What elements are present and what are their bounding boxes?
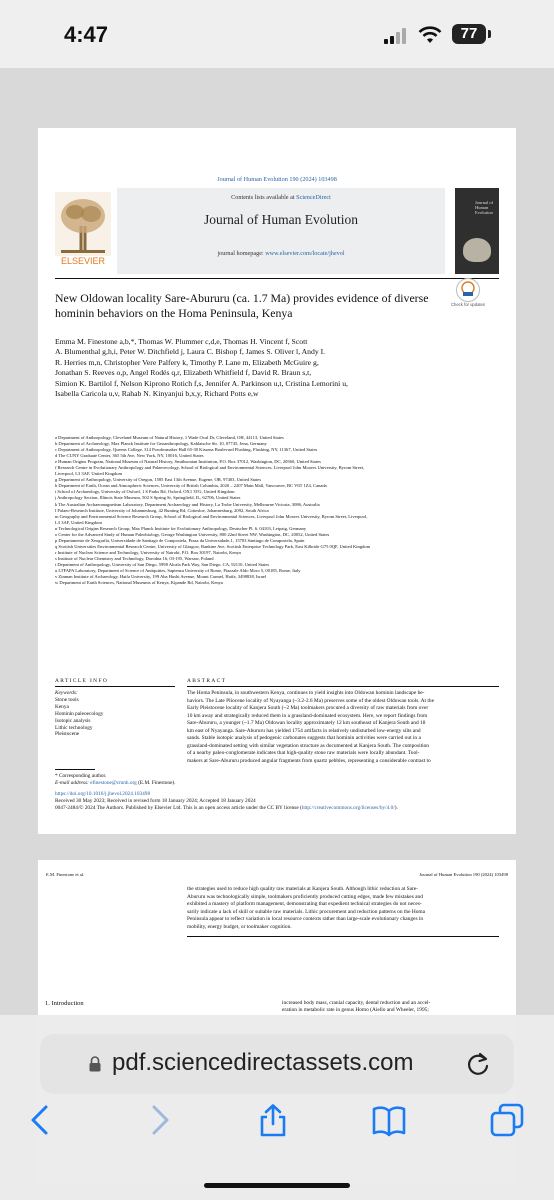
address-bar[interactable] bbox=[40, 1034, 514, 1094]
abstract-line: exhibited a mastery of platform management, demonstrating that expedient technical strategies do not neces- bbox=[187, 901, 422, 907]
homepage-link[interactable]: www.elsevier.com/locate/jhevol bbox=[265, 250, 345, 257]
back-icon[interactable] bbox=[24, 1103, 58, 1137]
abstract-line: Peninsula appear to reflect variation in local resource contexts rather than large-scale evolutionary changes in bbox=[187, 916, 424, 922]
keyword: Pleistocene bbox=[55, 731, 80, 738]
battery-icon: 77 bbox=[452, 24, 486, 44]
affiliation: c Department of Anthropology, Queens College, 314 Powdermaker Hall 65-30 Kissena Boulevard Flushing, Flushing, NY, 11367, United States bbox=[55, 447, 318, 453]
affiliation: u LTFAPA Laboratory, Department of Science of Antiquities, Sapienza University of Rome, Piazzale Aldo Moro 5, 00185, Rome, Italy bbox=[55, 568, 301, 574]
skull-image bbox=[463, 238, 491, 262]
affiliation: o Center for the Advanced Study of Human Paleobiology, George Washington University, 800 22nd Street NW, Washington, DC, 20052, United States bbox=[55, 531, 330, 537]
keyword: Hominin paleoecology bbox=[55, 710, 104, 717]
affiliation: L3 3AF, United Kingdom bbox=[55, 519, 102, 525]
tabs-icon[interactable] bbox=[490, 1103, 524, 1137]
affiliation: d The CUNY Graduate Center, 365 5th Ave, New York, NY, 10016, United States bbox=[55, 453, 204, 459]
author-line: A. Blumenthal g,h,i, Peter W. Ditchfield j, Laura C. Bishop f, James S. Oliver l, Andy I. bbox=[55, 347, 326, 357]
intro-line: increased body mass, cranial capacity, dental reduction and an accel- bbox=[282, 1000, 431, 1006]
email-line: E-mail address: efinestone@cmnh.org (E.M. Finestone). bbox=[55, 780, 176, 786]
forward-icon[interactable] bbox=[142, 1103, 176, 1137]
received-dates: Received 30 May 2023; Received in revised form 18 January 2024; Accepted 18 January 2024 bbox=[55, 798, 256, 804]
keyword: Lithic technology bbox=[55, 724, 93, 731]
check-for-updates-icon[interactable] bbox=[456, 278, 480, 302]
copyright-line: 0047-2484/© 2024 The Authors. Published by Elsevier Ltd. This is an open access article under the CC BY license (http://creativecommons.org/licenses/by/4.0/). bbox=[55, 805, 398, 811]
abstract-line: the strategies used to reduce high quality raw materials at Kanjera South. Although lithic reduction at Sare- bbox=[187, 886, 418, 892]
affiliation: j Anthropology Section, Illinois State Museum, 502 S Spring St, Springfield, IL, 62706, United States bbox=[55, 495, 241, 501]
abstract-line: haviors. The Late Pliocene locality of Nyayanga (~3.2-2.6 Ma) preserves some of the oldest Oldowan tools. At the bbox=[187, 697, 434, 704]
affiliation: h Department of Earth, Ocean and Atmospheric Sciences, University of British Columbia, 2020 – 2207 Main Mall, Vancouver, BC V6T 1Z4, Canada bbox=[55, 483, 327, 489]
homepage-line: journal homepage: www.elsevier.com/locate/jhevol bbox=[217, 250, 345, 257]
cellular-signal-icon bbox=[384, 28, 410, 44]
abstract-line: Early Pleistocene locality of Kanjera South (~2 Ma) toolmakers procured a diversity of raw materials from over bbox=[187, 705, 429, 711]
clock: 4:47 bbox=[64, 22, 109, 47]
running-header-author: E.M. Finestone et al. bbox=[46, 872, 85, 877]
affiliation: k The Australian Archaeomagnetism Laboratory, Department Archaeology and History, La Trobe University, Melbourne Victoria, 3086, Australia bbox=[55, 501, 320, 507]
affiliation: e Human Origins Program, National Museum of Natural History, Smithsonian Institution, P.O. Box 37012, Washington, DC, 20560, United States bbox=[55, 459, 321, 465]
affiliation: v Zinman Institute of Archaeology, Haifa University, 199 Aba Hushi Avenue, Mount Carmel, Haifa, 3498838, Israel bbox=[55, 574, 267, 580]
check-for-updates-label: Check for updates bbox=[451, 302, 485, 307]
article-title: New Oldowan locality Sare-Abururu (ca. 1.7 Ma) provides evidence of diverse hominin behaviors on the Homa Peninsula, Kenya bbox=[55, 291, 429, 320]
author-line: Emma M. Finestone a,b,*, Thomas W. Plummer c,d,e, Thomas H. Vincent f, Scott bbox=[55, 337, 308, 346]
journal-cover bbox=[455, 188, 499, 274]
keywords-label: Keywords: bbox=[55, 690, 78, 696]
abstract-text bbox=[187, 690, 499, 765]
abstract-line: mobility, energy budget, or toolmaker cognition. bbox=[187, 923, 292, 930]
status-bar bbox=[0, 0, 554, 68]
reload-icon[interactable] bbox=[464, 1050, 492, 1078]
affiliation: p Departamento de Xeografía, Universidade de Santiago de Compostela, Praza da Universidade,1, 15703 Santiago de Compostela, Spain bbox=[55, 537, 305, 543]
abstract-continued bbox=[187, 886, 499, 931]
intro-line: eration in metabolic rate in genus Homo (Aiello and Wheeler, 1995; bbox=[282, 1007, 429, 1014]
doi-link[interactable]: https://doi.org/10.1016/j.jhevol.2024.103498 bbox=[55, 791, 151, 797]
journal-banner bbox=[55, 188, 499, 274]
affiliation-list bbox=[55, 435, 499, 586]
author-list bbox=[55, 337, 499, 399]
battery-tip bbox=[488, 30, 491, 38]
url-text[interactable]: pdf.sciencedirectassets.com bbox=[112, 1049, 414, 1076]
pdf-page-1 bbox=[38, 128, 516, 834]
introduction-heading: 1. Introduction bbox=[45, 1000, 84, 1007]
keyword: Kenya bbox=[55, 703, 69, 710]
lock-icon bbox=[88, 1056, 102, 1072]
wifi-icon bbox=[418, 25, 442, 45]
elsevier-wordmark: ELSEVIER bbox=[60, 256, 106, 266]
affiliation: t Department of Anthropology, University of San Diego, 5998 Alcala Park Way, San Diego, CA, 92110, United States bbox=[55, 561, 270, 567]
running-header-journal: Journal of Human Evolution 190 (2024) 103498 bbox=[419, 872, 508, 877]
affiliation: l Palaeo-Research Institute, University of Johannesburg, 42 Bunting Rd, Cottesloe, Johannesburg, 2092, South Africa bbox=[55, 507, 269, 513]
affiliation: Liverpool, L3 3AF, United Kingdom bbox=[55, 471, 123, 477]
banner-rule bbox=[55, 278, 499, 279]
keyword: Stone tools bbox=[55, 696, 79, 703]
keywords-block bbox=[55, 690, 175, 738]
abstract-line: Abururu was technologically simple, toolmakers proficiently produced cutting edges, made few mistakes and bbox=[187, 893, 423, 900]
bookmarks-icon[interactable] bbox=[372, 1103, 406, 1137]
introduction-text bbox=[282, 1000, 512, 1015]
abstract-line: grassland-dominated setting with similar vegetation structure as documented at Kanjera South. The composition bbox=[187, 742, 429, 749]
affiliation: g Department of Anthropology, University of Oregon, 1585 East 13th Avenue, Eugene, OR, 97403, United States bbox=[55, 477, 262, 483]
license-link[interactable]: http://creativecommons.org/licenses/by/4.0/ bbox=[301, 805, 395, 811]
abstract-line: sands. Stable isotopic analysis of pedogenic carbonates suggests that hominin activities were carried out in a bbox=[187, 735, 421, 741]
browser-toolbar bbox=[0, 1015, 554, 1200]
abstract-line: sarily indicate a lack of skill or suitable raw materials. Lithic procurement and reduction patterns on the Homa bbox=[187, 908, 426, 915]
affiliation: w Department of Earth Sciences, National Museums of Kenya, Kipande Rd, Nairobi, Kenya bbox=[55, 580, 223, 586]
home-indicator bbox=[204, 1183, 350, 1188]
sciencedirect-link[interactable]: ScienceDirect bbox=[296, 194, 331, 201]
share-icon[interactable] bbox=[256, 1103, 290, 1137]
article-info-rule bbox=[55, 686, 175, 687]
affiliation: q Scottish Universities Environmental Research Centre, University of Glasgow, Rankine Ave, Scottish Enterprise Technology Park, East Kilbride G75 0QF, United Kingdom bbox=[55, 543, 371, 549]
affiliation: m Geography and Environmental Science Research Group, School of Biological and Environmental Sciences, Liverpool John Moores University, Byrom Street, Liverpool, bbox=[55, 513, 368, 519]
affiliation: r Institute of Nuclear Science and Technology, University of Nairobi, P.O. Box 30197, Nairobi, Kenya bbox=[55, 549, 241, 555]
article-info-heading: ARTICLE INFO bbox=[55, 678, 109, 684]
keyword: Isotopic analysis bbox=[55, 717, 91, 724]
affiliation: f Research Centre in Evolutionary Anthropology and Palaeoecology, School of Biological and Environmental Sciences, Liverpool John Moores University, Byrom Street, bbox=[55, 465, 365, 471]
author-line: Simion K. Bartilol f, Nelson Kiprono Rotich f,s, Jennifer A. Parkinson u,t, Cristina Lemorini u, bbox=[55, 378, 348, 388]
abstract-heading: ABSTRACT bbox=[187, 678, 227, 684]
author-line: Jonathan S. Reeves o,p, Angel Rodés q,r, Elizabeth Whitfield f, David R. Braun s,t, bbox=[55, 368, 312, 378]
abstract-line: 10 km away and strategically reduced them in a grassland-dominated ecosystem. Here, we report findings from bbox=[187, 712, 428, 719]
abstract-line: km east of Nyayanga. Sare-Abururu has yielded 1754 artifacts in relatively undisturbed low-energy silts and bbox=[187, 727, 421, 734]
affiliation: b Department of Archaeology, Max Planck Institute for Geoanthropology, Kahlaische Str. 10, 07745, Jena, Germany bbox=[55, 441, 267, 447]
banner-center bbox=[117, 188, 445, 274]
journal-reference[interactable]: Journal of Human Evolution 190 (2024) 103498 bbox=[217, 176, 337, 183]
affiliation: s Institute of Nuclear Chemistry and Technology, Dorodna 16, 03-195, Warsaw, Poland bbox=[55, 555, 214, 561]
affiliation: n Technological Origins Research Group, Max Planck Institute for Evolutionary Anthropology, Deutscher Pl. 6, 04103, Leipzig, Germany bbox=[55, 525, 307, 531]
corresponding-author: * Corresponding author. bbox=[55, 773, 107, 779]
affiliation: i School of Archaeology, University of Oxford, 1 S Parks Rd, Oxford, OX1 3TG, United Kingdom bbox=[55, 489, 235, 495]
abstract-rule bbox=[187, 686, 499, 687]
cover-title: Journal of Human Evolution bbox=[475, 200, 494, 215]
author-line: R. Herries m,n, Christopher Vere Palfery k, Timothy P. Lane m, Elizabeth McGuire g, bbox=[55, 357, 319, 367]
abstract-end-rule bbox=[187, 936, 499, 937]
journal-title: Journal of Human Evolution bbox=[203, 212, 359, 227]
abstract-line: makers at Sare-Abururu produced angular fragments from quartz pebbles, representing a considerable contrast to bbox=[187, 757, 431, 764]
author-line: Isabella Caricola u,v, Rahab N. Kinyanjui b,x,y, Richard Potts e,w bbox=[55, 389, 259, 399]
footnote-rule bbox=[55, 769, 95, 770]
abstract-line: The Homa Peninsula, in southwestern Kenya, continues to yield insights into Oldowan hominin landscape be- bbox=[187, 690, 425, 696]
abstract-line: of a nearby paleo-conglomerate indicates that high-quality stone raw materials were locally abundant. Tool- bbox=[187, 750, 420, 756]
abstract-line: Sare-Abururu, a younger (~1.7 Ma) Oldowan locality approximately 12 km southeast of Kanjera South and 18 bbox=[187, 720, 426, 726]
email-link[interactable]: efinestone@cmnh.org bbox=[90, 780, 137, 786]
footnotes bbox=[55, 773, 499, 812]
contents-line: Contents lists available at ScienceDirect bbox=[231, 194, 331, 201]
affiliation: a Department of Anthropology, Cleveland Museum of Natural History, 1 Wade Oval Dr, Cleveland, OH, 44113, United States bbox=[55, 435, 284, 440]
